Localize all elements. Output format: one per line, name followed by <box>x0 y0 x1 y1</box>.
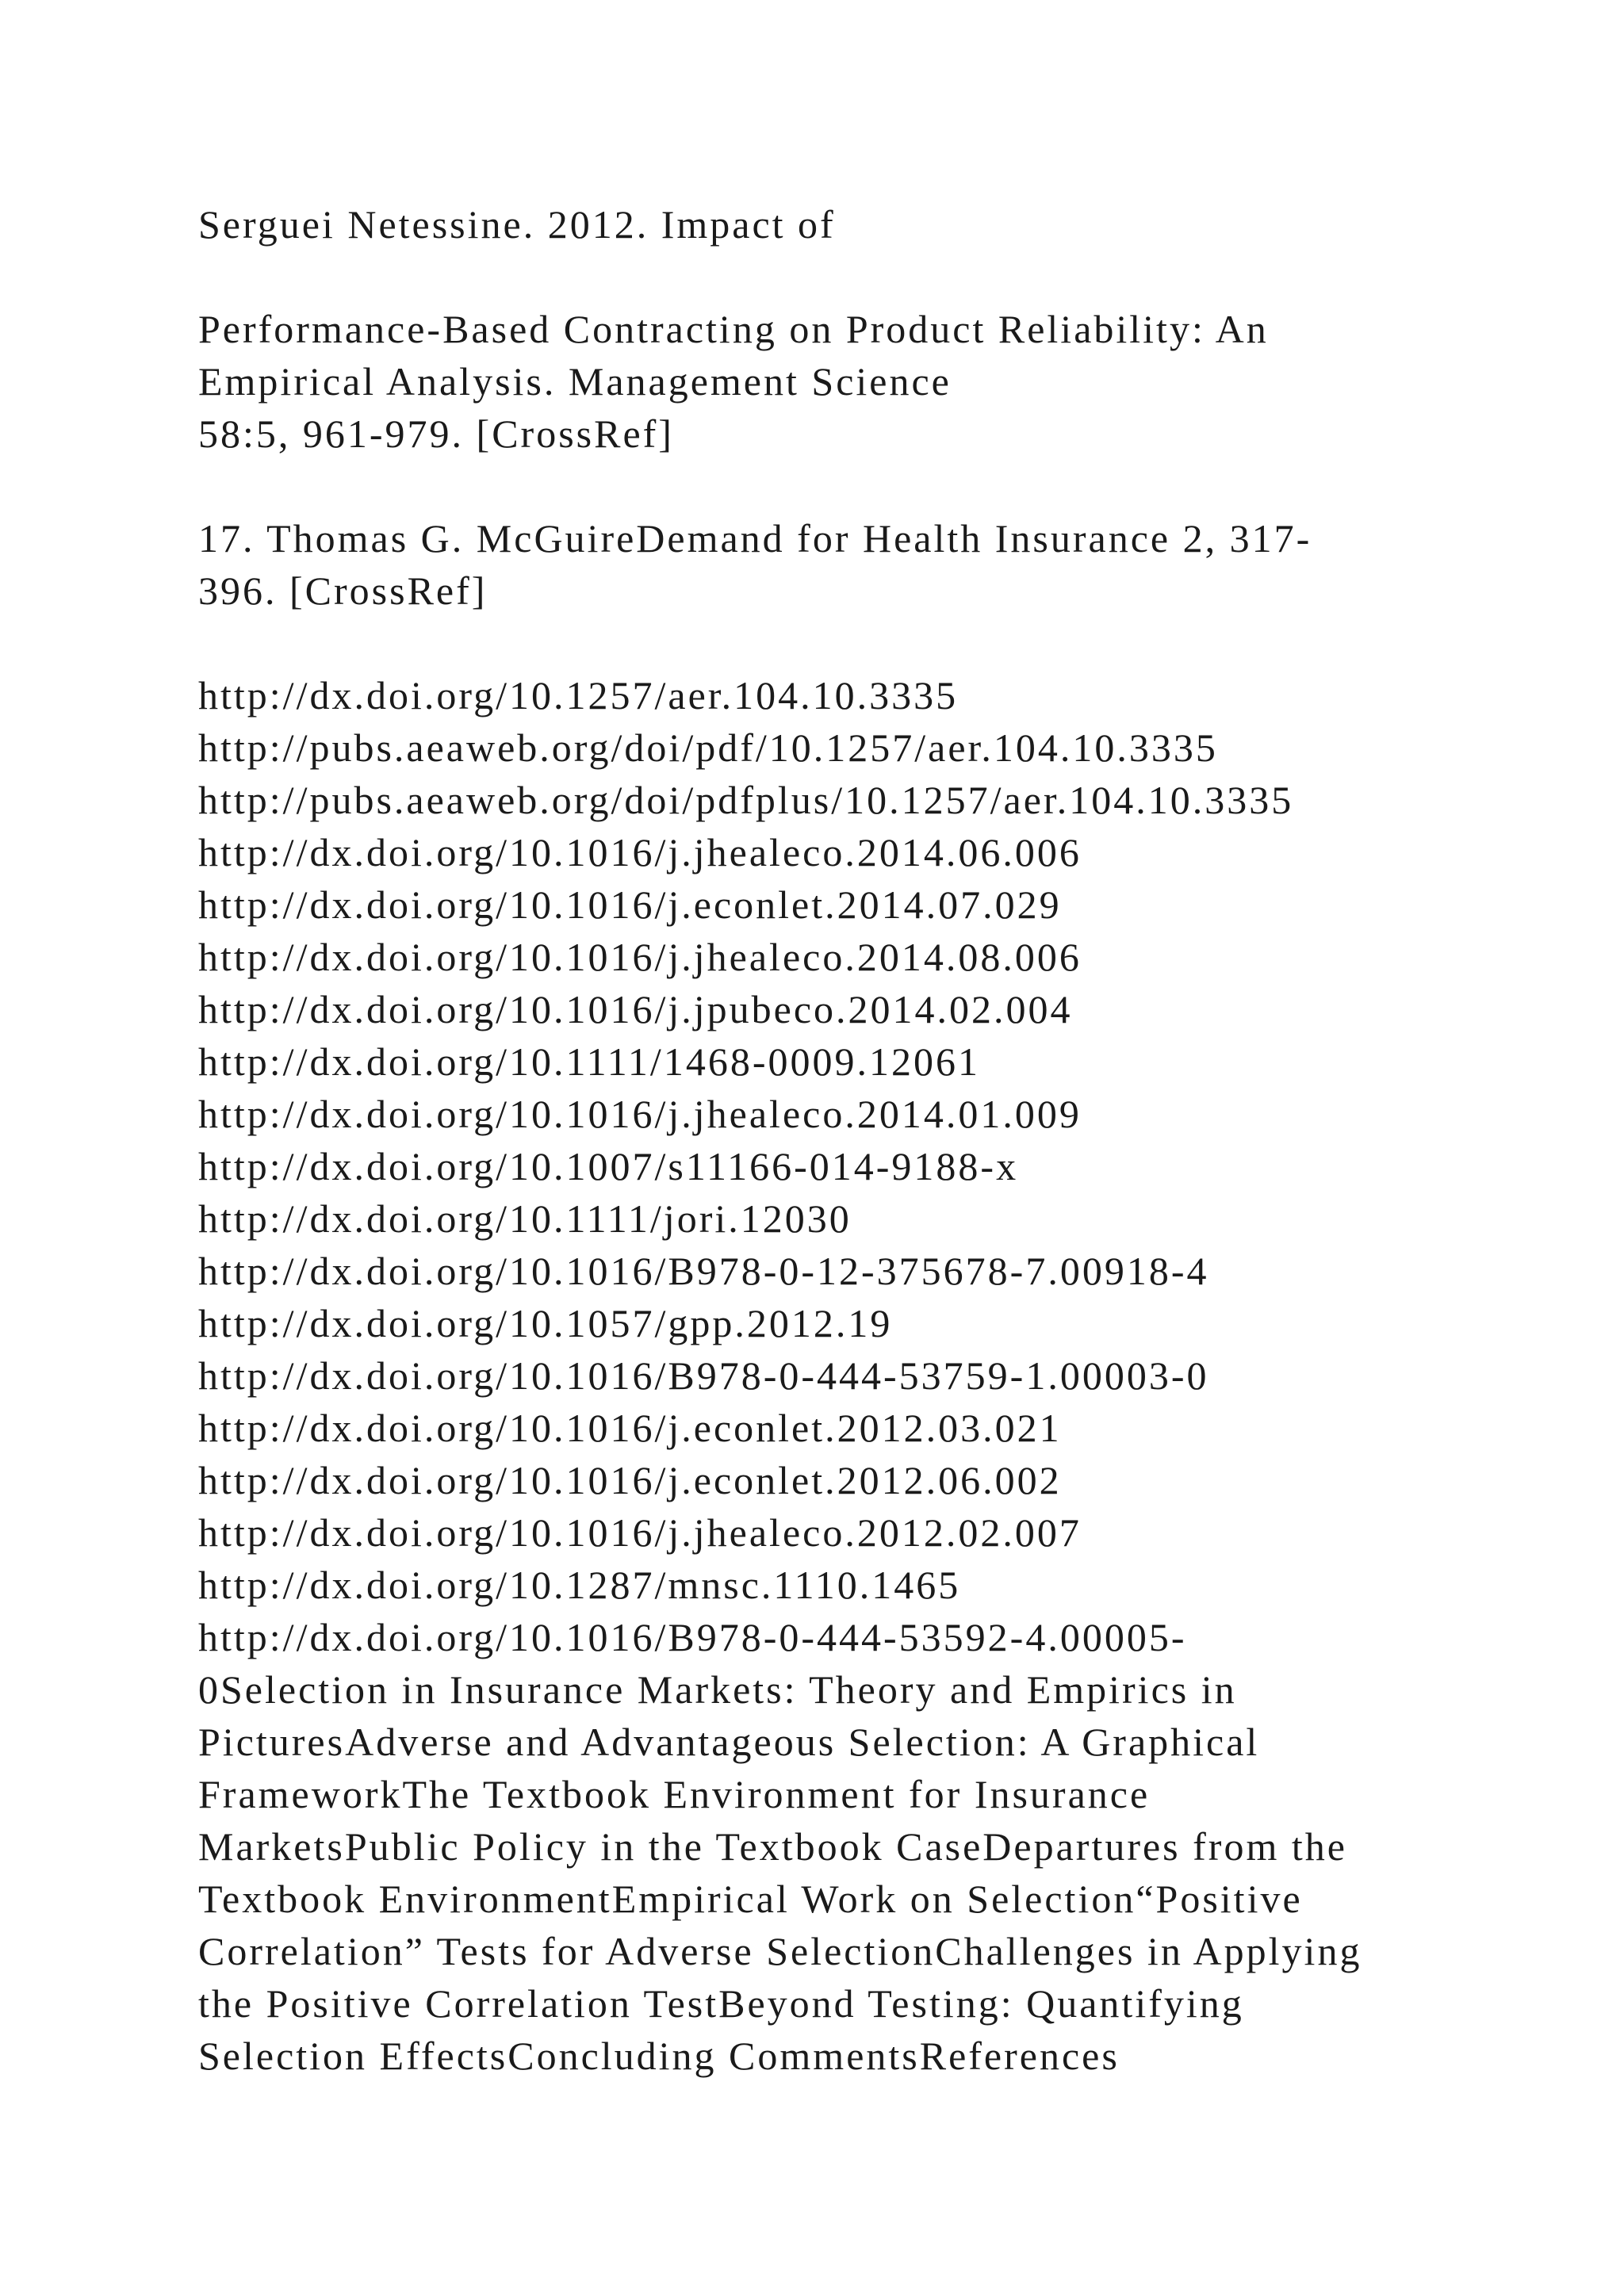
paragraph-gap <box>198 617 1499 669</box>
doi-link: http://dx.doi.org/10.1111/jori.12030 <box>198 1196 852 1241</box>
doi-link: http://dx.doi.org/10.1257/aer.104.10.3335 <box>198 673 959 718</box>
doi-link: http://dx.doi.org/10.1016/B978-0-444-53759-1.00003-0 <box>198 1353 1209 1398</box>
document-text <box>198 198 1499 2082</box>
doi-link: http://dx.doi.org/10.1016/j.jhealeco.2014.06.006 <box>198 830 1082 874</box>
doi-link: http://pubs.aeaweb.org/doi/pdf/10.1257/aer.104.10.3335 <box>198 725 1218 770</box>
doi-link: http://dx.doi.org/10.1287/mnsc.1110.1465 <box>198 1563 961 1607</box>
citation-line: 396. [CrossRef] <box>198 568 488 613</box>
doi-link: http://dx.doi.org/10.1057/gpp.2012.19 <box>198 1301 893 1345</box>
doi-link: http://dx.doi.org/10.1016/j.econlet.2012.06.002 <box>198 1458 1062 1502</box>
citation-line: 17. Thomas G. McGuireDemand for Health Insurance 2, 317- <box>198 516 1312 561</box>
doi-link: http://pubs.aeaweb.org/doi/pdfplus/10.1257/aer.104.10.3335 <box>198 778 1294 822</box>
doi-link: http://dx.doi.org/10.1016/j.jhealeco.2014.01.009 <box>198 1092 1082 1136</box>
doi-link: http://dx.doi.org/10.1016/j.jhealeco.2012.02.007 <box>198 1510 1082 1555</box>
doi-link: http://dx.doi.org/10.1016/B978-0-12-375678-7.00918-4 <box>198 1249 1209 1293</box>
section-list-line: 0Selection in Insurance Markets: Theory and Empirics in <box>198 1667 1237 1712</box>
section-list-line: PicturesAdverse and Advantageous Selection: A Graphical <box>198 1720 1260 1764</box>
citation-line: 58:5, 961-979. [CrossRef] <box>198 411 674 456</box>
section-list-line: FrameworkThe Textbook Environment for Insurance <box>198 1772 1151 1816</box>
section-list-line: MarketsPublic Policy in the Textbook CaseDepartures from the <box>198 1824 1347 1869</box>
section-list-line: the Positive Correlation TestBeyond Testing: Quantifying <box>198 1981 1244 2026</box>
doi-link: http://dx.doi.org/10.1016/j.jpubeco.2014.02.004 <box>198 987 1073 1031</box>
citation-line: Serguei Netessine. 2012. Impact of <box>198 202 836 247</box>
doi-link: http://dx.doi.org/10.1016/j.jhealeco.2014.08.006 <box>198 935 1082 979</box>
section-list-line: Textbook EnvironmentEmpirical Work on Selection“Positive <box>198 1877 1303 1921</box>
doi-link: http://dx.doi.org/10.1016/j.econlet.2014.07.029 <box>198 882 1062 927</box>
doi-link: http://dx.doi.org/10.1016/B978-0-444-53592-4.00005- <box>198 1615 1187 1659</box>
citation-line: Empirical Analysis. Management Science <box>198 359 952 404</box>
paragraph-gap <box>198 251 1499 303</box>
doi-link: http://dx.doi.org/10.1111/1468-0009.12061 <box>198 1039 980 1084</box>
doi-link: http://dx.doi.org/10.1007/s11166-014-9188-x <box>198 1144 1019 1188</box>
doi-link: http://dx.doi.org/10.1016/j.econlet.2012.03.021 <box>198 1406 1062 1450</box>
citation-line: Performance-Based Contracting on Product Reliability: An <box>198 307 1269 351</box>
section-list-line: Selection EffectsConcluding CommentsReferences <box>198 2034 1120 2078</box>
section-list-line: Correlation” Tests for Adverse SelectionChallenges in Applying <box>198 1929 1362 1973</box>
paragraph-gap <box>198 460 1499 512</box>
